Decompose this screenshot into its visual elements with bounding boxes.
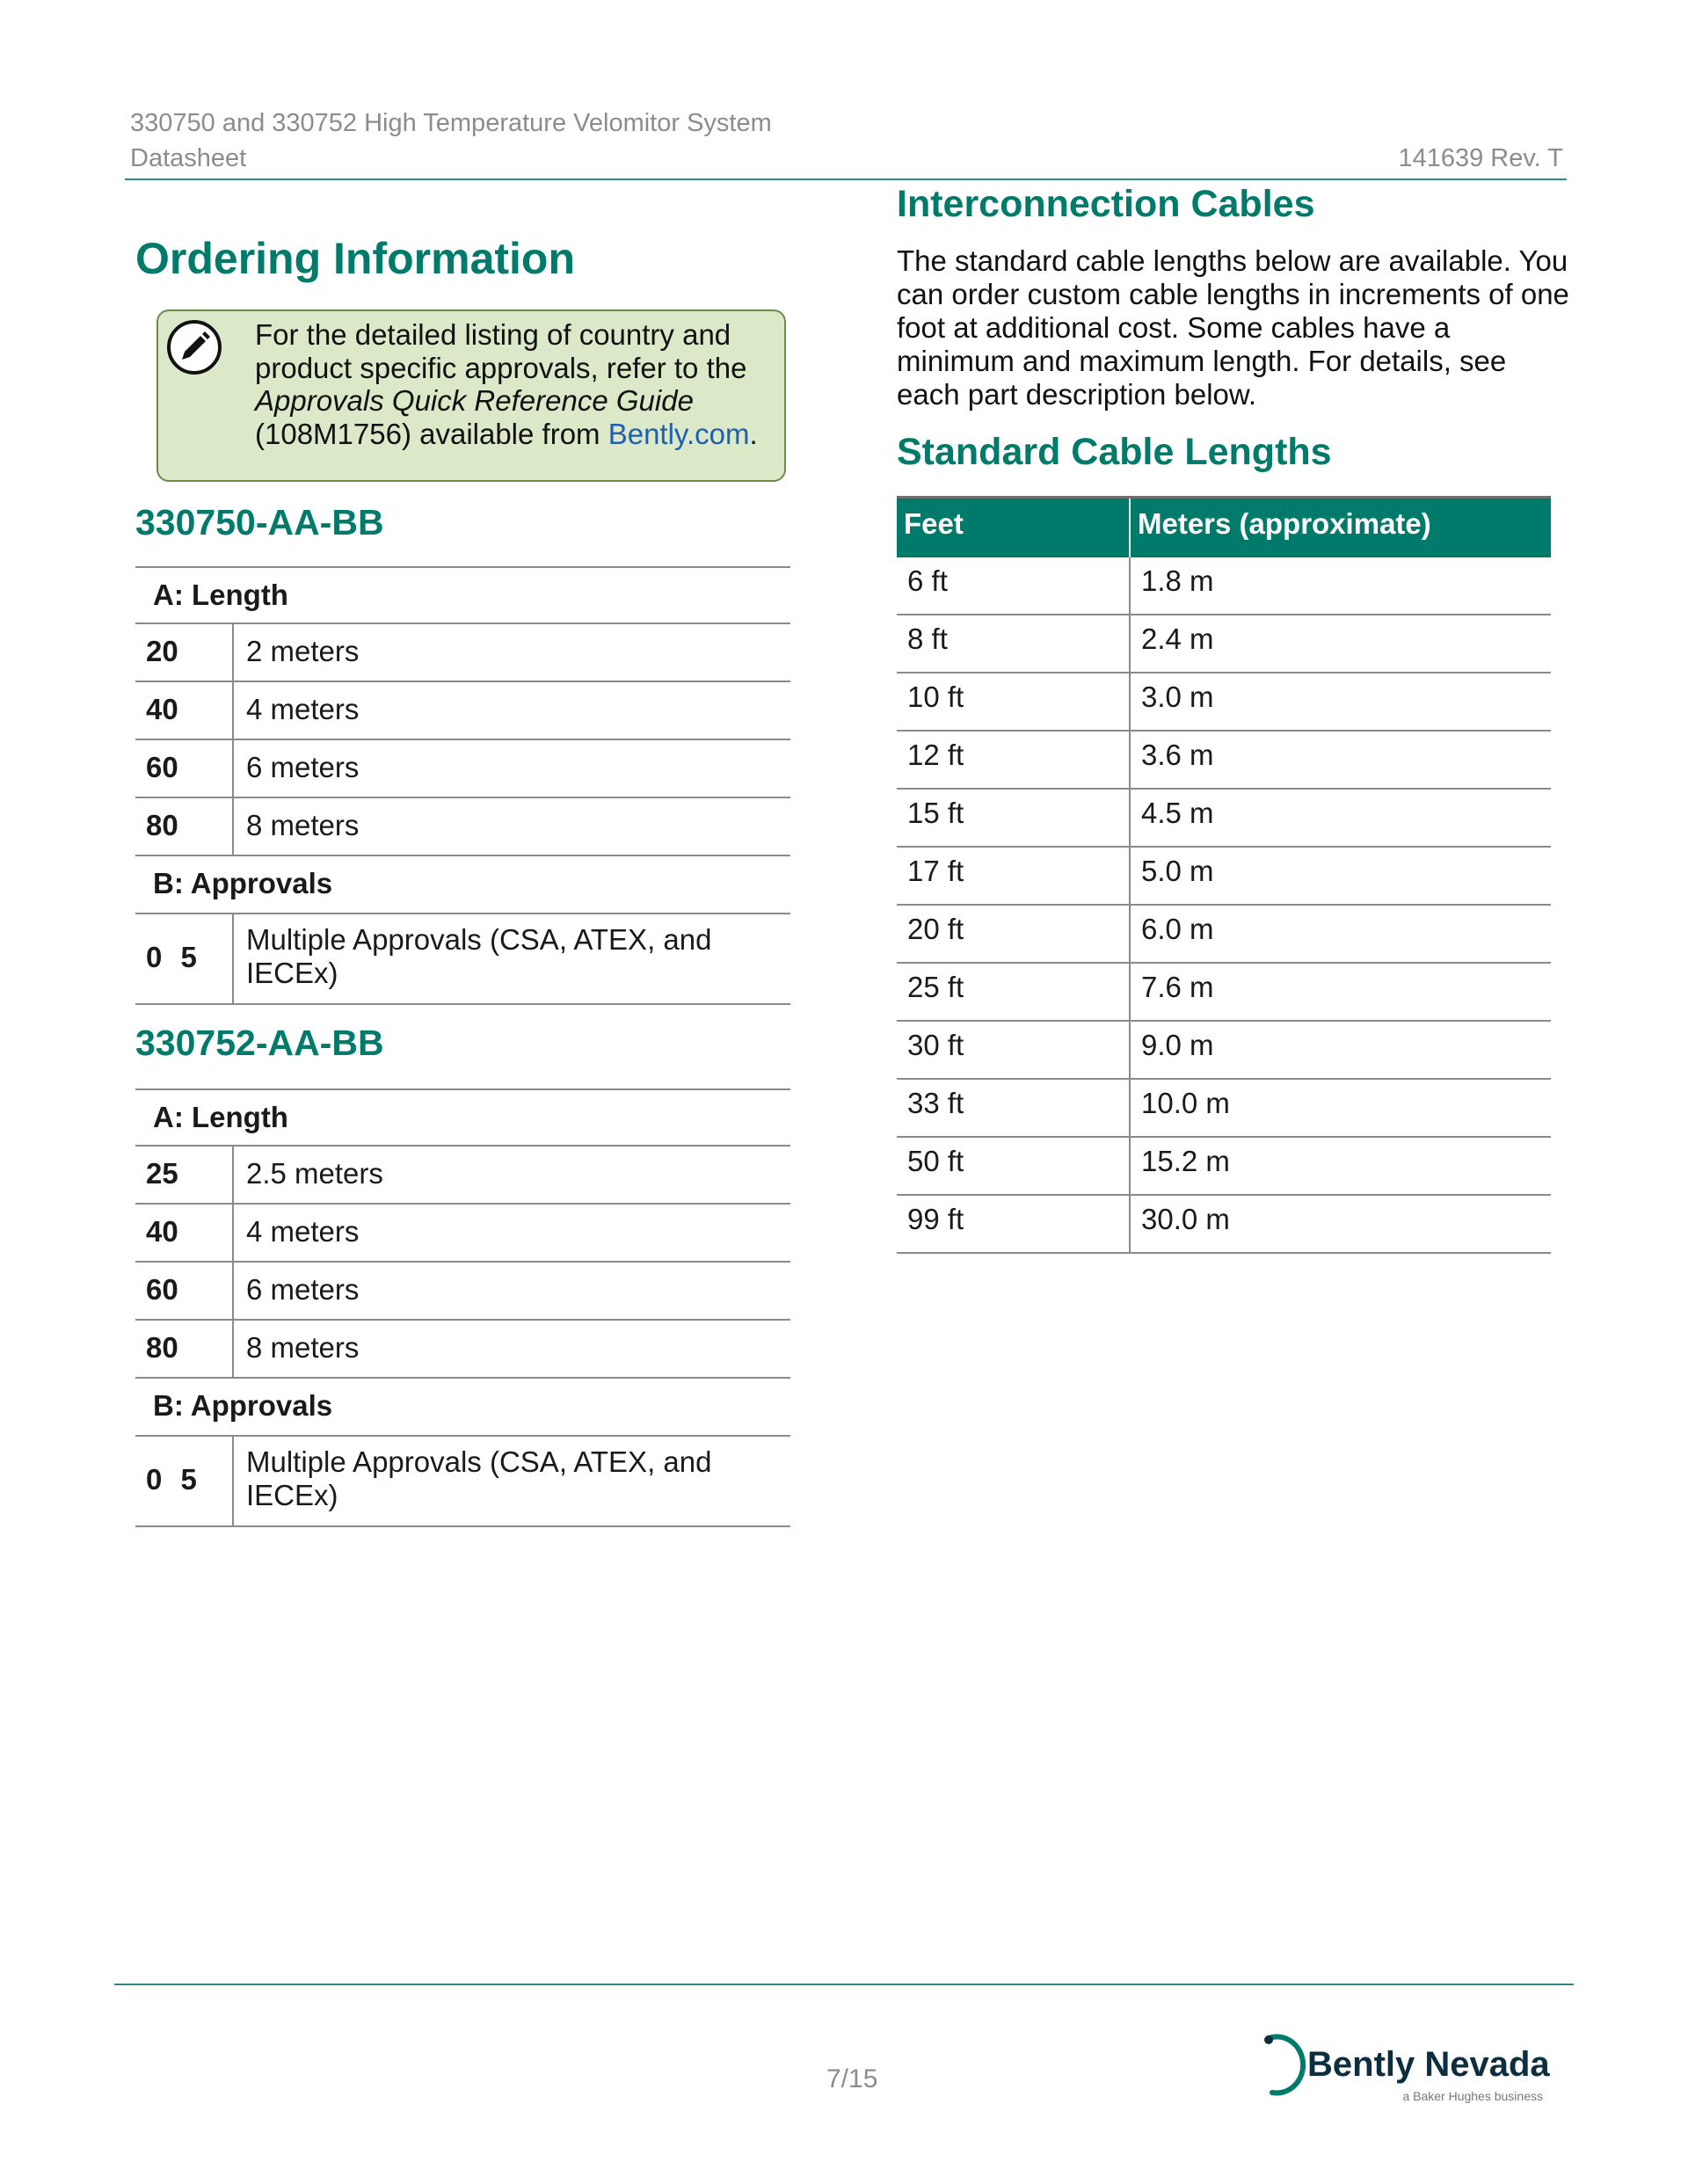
column-header-feet: Feet — [904, 507, 964, 540]
header-divider — [125, 178, 1567, 180]
table-row — [135, 1437, 790, 1527]
footer-divider — [114, 1984, 1574, 1985]
section-row: B: Approvals — [135, 1379, 790, 1437]
table-row — [897, 615, 1551, 673]
cell-value: 3.6 m — [1141, 739, 1214, 771]
cell-code: 40 — [146, 693, 178, 725]
table-row — [135, 1263, 790, 1321]
table-row — [135, 1205, 790, 1263]
cell-value: 9.0 m — [1141, 1029, 1214, 1061]
cable-lengths-title: Standard Cable Lengths — [897, 431, 1332, 473]
cell-code: 20 — [146, 635, 178, 667]
cell-value: 7.6 m — [1141, 971, 1214, 1003]
table-row — [135, 740, 790, 798]
table-row — [897, 1196, 1551, 1254]
cell-code: 33 ft — [907, 1087, 964, 1119]
cell-value: 2.5 meters — [246, 1157, 383, 1190]
table-row — [135, 914, 790, 1005]
cell-value: 2 meters — [246, 635, 360, 667]
bently-link[interactable]: Bently.com — [608, 417, 750, 450]
cell-code: 50 ft — [907, 1145, 964, 1177]
cell-code: 8 ft — [907, 622, 948, 655]
column-header-meters: Meters (approximate) — [1138, 507, 1431, 540]
cell-code: 25 — [146, 1157, 178, 1190]
cell-code: 40 — [146, 1215, 178, 1248]
cell-value: 3.0 m — [1141, 681, 1214, 713]
approvals-note — [156, 309, 786, 482]
cell-value: 6 meters — [246, 1273, 360, 1306]
cell-code: 60 — [146, 1273, 178, 1306]
cell-value: 6 meters — [246, 751, 360, 783]
table-row — [135, 1147, 790, 1205]
section-row: A: Length — [135, 566, 790, 624]
cell-value: 4.5 m — [1141, 797, 1214, 829]
cell-code: 99 ft — [907, 1203, 964, 1235]
table-row — [135, 624, 790, 682]
cell-code: 0 5 — [146, 1463, 202, 1496]
table-header — [897, 496, 1551, 557]
bently-nevada-logo — [1253, 2031, 1552, 2110]
cell-value: 6.0 m — [1141, 913, 1214, 945]
cell-code: 12 ft — [907, 739, 964, 771]
cell-code: 30 ft — [907, 1029, 964, 1061]
ordering-table — [135, 1088, 790, 1527]
table-row — [897, 848, 1551, 906]
pencil-icon — [165, 318, 223, 376]
cell-code: 60 — [146, 751, 178, 783]
cell-value: 15.2 m — [1141, 1145, 1230, 1177]
table-row — [897, 732, 1551, 790]
note-text: For the detailed listing of country and product specific approvals, refer to the Approvals Quick Reference Guide (108M1756) available from Bently.com. — [255, 318, 758, 450]
table-row — [897, 964, 1551, 1022]
document-type: Datasheet — [130, 144, 247, 172]
cell-value: 30.0 m — [1141, 1203, 1230, 1235]
cell-value: 2.4 m — [1141, 622, 1214, 655]
cell-value: 4 meters — [246, 693, 360, 725]
cell-value: Multiple Approvals (CSA, ATEX, and IECEx) — [246, 1445, 712, 1511]
cell-code: 0 5 — [146, 941, 202, 973]
table-row — [135, 682, 790, 740]
cell-value: 5.0 m — [1141, 855, 1214, 887]
section-row: A: Length — [135, 1088, 790, 1147]
brand-tagline: a Baker Hughes business — [1402, 2089, 1543, 2103]
guide-title: Approvals Quick Reference Guide — [255, 384, 694, 417]
table-row — [897, 1022, 1551, 1080]
logo-arc-icon — [1253, 2031, 1306, 2101]
page-number: 7/15 — [826, 2064, 878, 2093]
cell-code: 10 ft — [907, 681, 964, 713]
table-row — [897, 790, 1551, 848]
table-row — [897, 557, 1551, 615]
cable-lengths-table — [897, 496, 1551, 1254]
cell-value: Multiple Approvals (CSA, ATEX, and IECEx) — [246, 923, 712, 989]
table-row — [135, 1321, 790, 1379]
ordering-table — [135, 566, 790, 1005]
table-row — [897, 906, 1551, 964]
table-row — [897, 1138, 1551, 1196]
brand-name: Bently Nevada — [1307, 2045, 1550, 2084]
table-row — [897, 673, 1551, 732]
document-title: 330750 and 330752 High Temperature Velomitor System — [130, 109, 772, 137]
ordering-title: Ordering Information — [135, 234, 575, 283]
cell-code: 15 ft — [907, 797, 964, 829]
cables-title: Interconnection Cables — [897, 183, 1315, 225]
cell-value: 8 meters — [246, 1331, 360, 1364]
cell-code: 17 ft — [907, 855, 964, 887]
page-header — [130, 106, 1563, 176]
cell-value: 8 meters — [246, 809, 360, 841]
product-code-heading: 330752-AA-BB — [135, 1023, 384, 1063]
table-row — [135, 798, 790, 856]
cell-code: 6 ft — [907, 564, 948, 597]
section-row: B: Approvals — [135, 856, 790, 914]
cell-code: 80 — [146, 809, 178, 841]
product-code-heading: 330750-AA-BB — [135, 502, 384, 542]
document-revision: 141639 Rev. T — [1398, 144, 1563, 172]
cell-code: 20 ft — [907, 913, 964, 945]
cables-paragraph: The standard cable lengths below are available. You can order custom cable lengths in increments of one foot at additional cost. Some cables have a minimum and maximum length. For details, see each part description below. — [897, 244, 1569, 411]
table-row — [897, 1080, 1551, 1138]
cell-value: 10.0 m — [1141, 1087, 1230, 1119]
cell-value: 1.8 m — [1141, 564, 1214, 597]
cell-code: 25 ft — [907, 971, 964, 1003]
cell-code: 80 — [146, 1331, 178, 1364]
cell-value: 4 meters — [246, 1215, 360, 1248]
